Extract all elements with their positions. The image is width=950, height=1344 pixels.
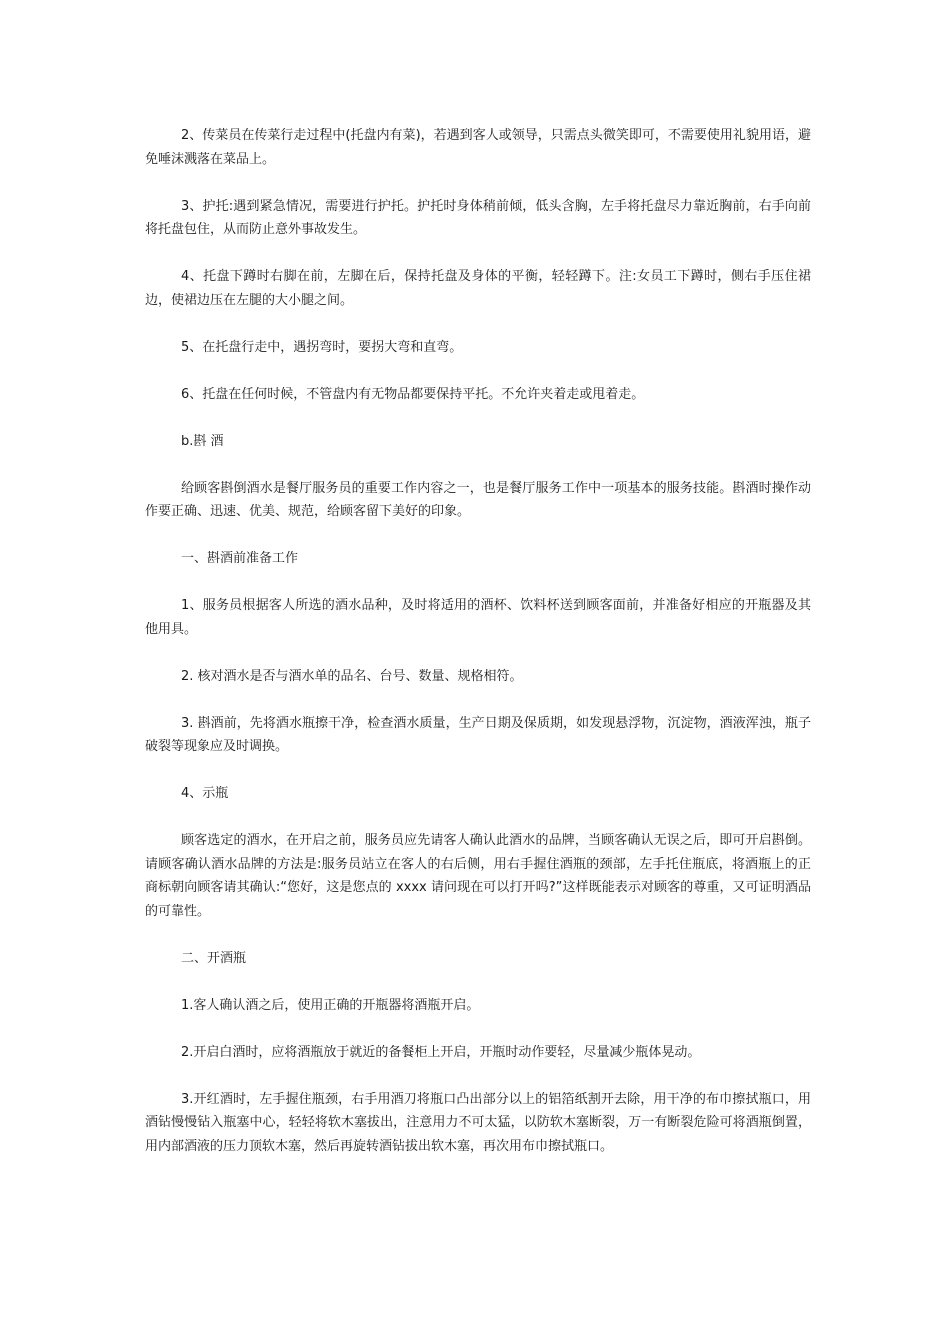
- section-heading-pouring: b.斟 酒: [181, 433, 224, 449]
- paragraph-open-confirm: 1.客人确认酒之后，使用正确的开瓶器将酒瓶开启。: [181, 997, 480, 1013]
- paragraph-open-red-wine: 3.开红酒时，左手握住瓶颈，右手用酒刀将瓶口凸出部分以上的铝箔纸割开去除，用干净的布巾擦拭瓶口，用酒钻慢慢钻入瓶塞中心，轻轻将软木塞拔出，注意用力不可太猛，以防软木塞断裂，万一有断裂危险可将酒瓶倒置，用内部酒液的压力顶软木塞，然后再旋转酒钻拔出软木塞，再次用布巾擦拭瓶口。: [145, 1091, 811, 1154]
- paragraph-prep-clean-bottle: 3. 斟酒前，先将酒水瓶擦干净，检查酒水质量，生产日期及保质期，如发现悬浮物，沉淀物，酒液浑浊，瓶子破裂等现象应及时调换。: [145, 715, 811, 754]
- paragraph-prep-check-order: 2. 核对酒水是否与酒水单的品名、台号、数量、规格相符。: [181, 668, 523, 684]
- document-body: [145, 124, 811, 1182]
- paragraph-prep-glasses: 1、服务员根据客人所选的酒水品种，及时将适用的酒杯、饮料杯送到顾客面前，并准备好相应的开瓶器及其他用具。: [145, 598, 811, 637]
- section-heading-open-bottle: 二、开酒瓶: [181, 950, 247, 966]
- section-heading-preparation: 一、斟酒前准备工作: [181, 551, 299, 566]
- paragraph-tray-level: 6、托盘在任何时候，不管盘内有无物品都要保持平托。不允许夹着走或甩着走。: [181, 386, 645, 402]
- section-heading-show-bottle: 4、示瓶: [181, 786, 229, 801]
- paragraph-tray-greeting: 2、传菜员在传菜行走过程中(托盘内有菜)，若遇到客人或领导，只需点头微笑即可，不需要使用礼貌用语，避免唾沫溅落在菜品上。: [145, 128, 811, 167]
- paragraph-tray-turn: 5、在托盘行走中，遇拐弯时，要拐大弯和直弯。: [181, 339, 463, 355]
- paragraph-pouring-intro: 给顾客斟倒酒水是餐厅服务员的重要工作内容之一，也是餐厅服务工作中一项基本的服务技能。斟酒时操作动作要正确、迅速、优美、规范，给顾客留下美好的印象。: [145, 480, 811, 519]
- paragraph-open-baijiu: 2.开启白酒时，应将酒瓶放于就近的备餐柜上开启，开瓶时动作要轻，尽量减少瓶体晃动。: [181, 1044, 701, 1060]
- paragraph-show-bottle: 顾客选定的酒水，在开启之前，服务员应先请客人确认此酒水的品牌，当顾客确认无误之后，即可开启斟倒。请顾客确认酒水品牌的方法是:服务员站立在客人的右后侧，用右手握住酒瓶的颈部，左手托住瓶底，将酒瓶上的正商标朝向顾客请其确认:“您好，这是您点的 xxxx 请问现在可以打开吗?”这样既能表示对顾客的尊重，又可证明酒品的可靠性。: [145, 833, 811, 919]
- paragraph-tray-squat: 4、托盘下蹲时右脚在前，左脚在后，保持托盘及身体的平衡，轻轻蹲下。注:女员工下蹲时，侧右手压住裙边，使裙边压在左腿的大小腿之间。: [145, 269, 811, 308]
- paragraph-tray-protect: 3、护托:遇到紧急情况，需要进行护托。护托时身体稍前倾，低头含胸，左手将托盘尽力靠近胸前，右手向前将托盘包住，从而防止意外事故发生。: [145, 198, 811, 237]
